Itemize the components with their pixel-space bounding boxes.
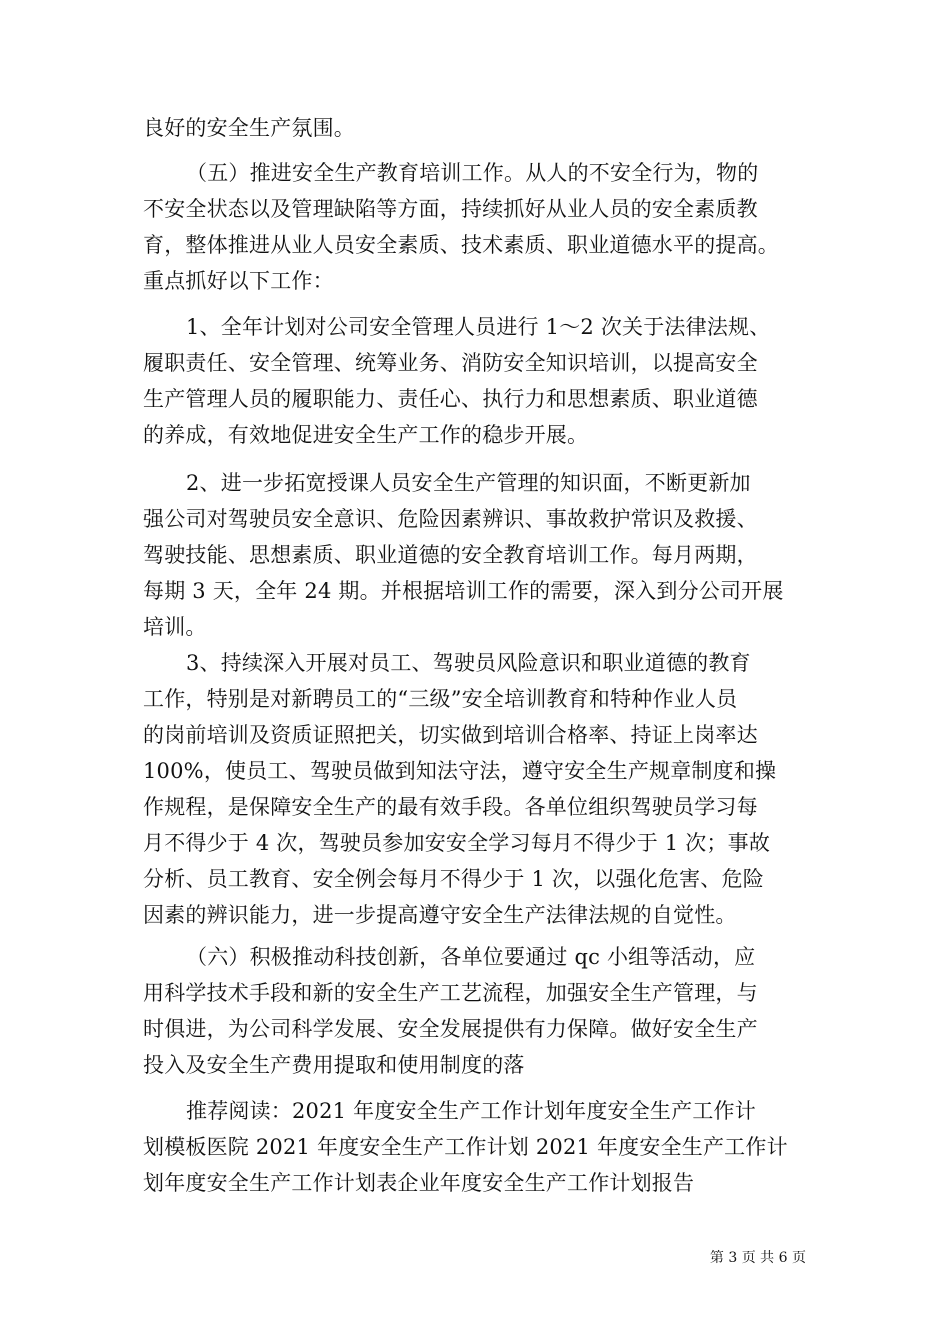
text-line: 育，整体推进从业人员安全素质、技术素质、职业道德水平的提高。 [143, 233, 779, 257]
text-line: 的岗前培训及资质证照把关，切实做到培训合格率、持证上岗率达 [143, 723, 758, 747]
text-line: 的养成，有效地促进安全生产工作的稳步开展。 [143, 423, 589, 447]
text-line: 3、持续深入开展对员工、驾驶员风险意识和职业道德的教育 [186, 651, 751, 675]
text-line: 作规程，是保障安全生产的最有效手段。各单位组织驾驶员学习每 [143, 795, 758, 819]
text-line: 投入及安全生产费用提取和使用制度的落 [143, 1053, 525, 1077]
text-line: 2、进一步拓宽授课人员安全生产管理的知识面，不断更新加 [186, 471, 751, 495]
text-line: 时俱进，为公司科学发展、安全发展提供有力保障。做好安全生产 [143, 1017, 758, 1041]
text-line: 履职责任、安全管理、统筹业务、消防安全知识培训，以提高安全 [143, 351, 758, 375]
text-line: 良好的安全生产氛围。 [143, 116, 355, 140]
text-line: 生产管理人员的履职能力、责任心、执行力和思想素质、职业道德 [143, 387, 758, 411]
text-line: 100%，使员工、驾驶员做到知法守法，遵守安全生产规章制度和操 [143, 759, 777, 783]
text-line: 驾驶技能、思想素质、职业道德的安全教育培训工作。每月两期， [143, 543, 758, 567]
page-number: 第 3 页 共 6 页 [709, 1250, 806, 1266]
text-line: 工作，特别是对新聘员工的“三级”安全培训教育和特种作业人员 [143, 687, 738, 711]
text-line: 不安全状态以及管理缺陷等方面，持续抓好从业人员的安全素质教 [143, 197, 758, 221]
text-line: （六）积极推动科技创新，各单位要通过 qc 小组等活动，应 [186, 945, 756, 969]
text-line: 分析、员工教育、安全例会每月不得少于 1 次，以强化危害、危险 [143, 867, 764, 891]
text-line: 每期 3 天，全年 24 期。并根据培训工作的需要，深入到分公司开展 [143, 579, 784, 603]
text-line: 培训。 [143, 615, 207, 639]
text-line: 划模板医院 2021 年度安全生产工作计划 2021 年度安全生产工作计 [143, 1135, 788, 1159]
text-line: 推荐阅读：2021 年度安全生产工作计划年度安全生产工作计 [186, 1099, 756, 1123]
text-line: 用科学技术手段和新的安全生产工艺流程，加强安全生产管理，与 [143, 981, 758, 1005]
text-line: （五）推进安全生产教育培训工作。从人的不安全行为，物的 [186, 161, 759, 185]
text-line: 强公司对驾驶员安全意识、危险因素辨识、事故救护常识及救援、 [143, 507, 758, 531]
text-line: 1、全年计划对公司安全管理人员进行 1～2 次关于法律法规、 [186, 315, 771, 339]
text-line: 划年度安全生产工作计划表企业年度安全生产工作计划报告 [143, 1171, 695, 1195]
text-line: 月不得少于 4 次，驾驶员参加安安全学习每月不得少于 1 次；事故 [143, 831, 771, 855]
text-line: 重点抓好以下工作： [143, 269, 334, 293]
text-line: 因素的辨识能力，进一步提高遵守安全生产法律法规的自觉性。 [143, 903, 737, 927]
